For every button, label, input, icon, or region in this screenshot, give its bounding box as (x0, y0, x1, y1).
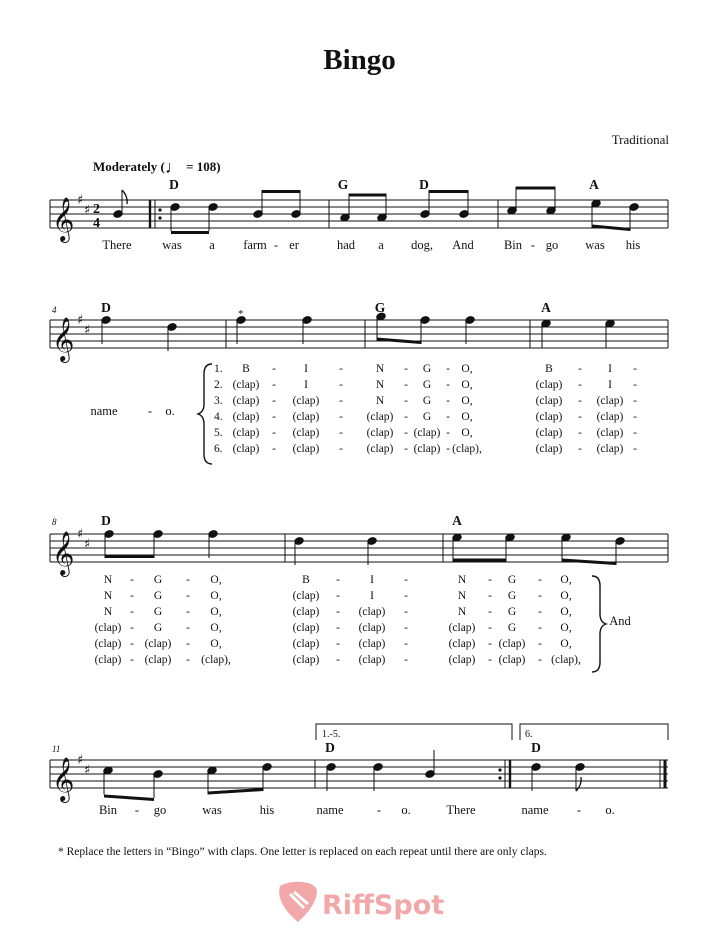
measure-number: 4 (52, 305, 57, 315)
lyric-syllable: - (336, 622, 340, 634)
lyric-syllable: - (339, 427, 343, 439)
tempo-text: Moderately (93, 159, 158, 174)
tempo-marking: Moderately (♩ = 108) (93, 157, 221, 177)
lyric-syllable: (clap) (292, 622, 320, 634)
lyric-syllable: - (272, 379, 276, 391)
sharp-icon: ♯ (84, 537, 91, 552)
sharp-icon: ♯ (77, 313, 84, 328)
lyric-syllable: - (272, 395, 276, 407)
lyric-syllable: O, (210, 590, 222, 602)
verse-number: 4. (214, 411, 223, 423)
lyric-syllable: - (376, 803, 382, 817)
lyric-syllable: - (633, 443, 637, 455)
lyric-syllable: a (209, 238, 215, 252)
lyric-syllable: G (422, 395, 432, 407)
lyric-syllable: - (446, 411, 450, 423)
sharp-icon: ♯ (77, 753, 84, 768)
lyric-syllable: - (488, 622, 492, 634)
lyric-syllable: - (404, 411, 408, 423)
lyric-syllable: go (153, 803, 167, 817)
lyric-syllable: There (446, 803, 476, 817)
lyric-syllable: N (103, 590, 113, 602)
lyric-syllable: O, (210, 606, 222, 618)
verse-number: 3. (214, 395, 223, 407)
lyric-syllable: N (103, 574, 113, 586)
lyric-syllable: - (130, 590, 134, 602)
beam (453, 559, 506, 562)
lyric-syllable: - (336, 606, 340, 618)
lyric-syllable: G (507, 590, 517, 602)
treble-clef-icon: 𝄞 (52, 531, 75, 575)
lyric-syllable: - (538, 654, 542, 666)
beam (377, 338, 421, 345)
lyric-syllable: - (404, 427, 408, 439)
lyric-syllable: name (521, 803, 549, 817)
lyric-syllable: G (153, 590, 163, 602)
lyric-syllable: (clap) (448, 638, 476, 650)
lyric-syllable: name (90, 404, 118, 418)
chord-symbol: D (101, 513, 111, 528)
lyric-syllable: (clap) (144, 638, 172, 650)
lyric-syllable: N (457, 606, 467, 618)
lyric-syllable: B (545, 363, 553, 375)
lyric-syllable: - (446, 363, 450, 375)
lyric-syllable: - (186, 622, 190, 634)
repeat-dot (498, 768, 501, 771)
note-flag (576, 777, 581, 791)
lyric-syllable: O, (210, 574, 222, 586)
lyric-syllable: - (339, 411, 343, 423)
lyric-syllable: N (375, 379, 385, 391)
lyric-syllable: O, (560, 606, 572, 618)
lyric-syllable: - (488, 654, 492, 666)
lyric-syllable: - (578, 395, 582, 407)
lyric-syllable: (clap) (366, 411, 394, 423)
lyric-syllable: - (404, 574, 408, 586)
lyric-syllable: - (404, 622, 408, 634)
lyric-syllable: O, (461, 379, 473, 391)
footnote-marker: * (238, 308, 244, 320)
lyric-syllable: (clap) (358, 606, 386, 618)
verse-number: 6. (214, 443, 223, 455)
second-ending-bracket (520, 724, 668, 740)
chord-symbol: G (337, 177, 349, 192)
verse-number: 1. (214, 363, 223, 375)
lyric-syllable: - (488, 590, 492, 602)
lyric-syllable: N (457, 574, 467, 586)
beam (562, 559, 616, 566)
lyric-syllable: go (545, 238, 559, 252)
lyric-syllable: - (186, 654, 190, 666)
chord-symbol: D (325, 740, 335, 755)
lyric-syllable: - (130, 654, 134, 666)
lyric-syllable: (clap) (535, 443, 563, 455)
chord-symbol: D (531, 740, 541, 755)
lyric-syllable: - (578, 427, 582, 439)
lyric-syllable: - (530, 238, 536, 252)
lyric-syllable: (clap) (358, 622, 386, 634)
lyric-syllable: (clap) (232, 379, 260, 391)
lyric-syllable: (clap), (201, 654, 231, 666)
lyric-syllable: B (242, 363, 250, 375)
lyric-syllable: - (404, 443, 408, 455)
lyric-syllable: (clap) (232, 427, 260, 439)
lyric-syllable: - (339, 379, 343, 391)
lyric-syllable: - (186, 606, 190, 618)
sharp-icon: ♯ (77, 193, 84, 208)
lyric-syllable: (clap) (232, 395, 260, 407)
footnote: * Replace the letters in “Bingo” with claps. One letter is replaced on each repeat until there are only claps. (58, 846, 547, 858)
repeat-dot (158, 208, 161, 211)
lyric-syllable: Bin (98, 803, 118, 817)
lyric-syllable: Bin (503, 238, 523, 252)
lyric-syllable: - (578, 443, 582, 455)
lyric-syllable: (clap) (366, 443, 394, 455)
lyric-syllable: - (272, 427, 276, 439)
beam (349, 194, 386, 197)
lyric-syllable: (clap) (448, 622, 476, 634)
lyric-syllable: - (538, 590, 542, 602)
lyric-syllable: (clap) (94, 654, 122, 666)
lyric-syllable: (clap) (413, 427, 441, 439)
sharp-icon: ♯ (84, 203, 91, 218)
lyric-syllable: had (336, 238, 356, 252)
lyric-syllable: I (370, 590, 374, 602)
time-signature: 2 (93, 202, 100, 217)
sharp-icon: ♯ (84, 323, 91, 338)
lyric-syllable: - (578, 379, 582, 391)
lyric-syllable: (clap) (596, 411, 624, 423)
lyric-syllable: his (625, 238, 641, 252)
lyric-syllable: - (134, 803, 140, 817)
lyric-syllable: - (404, 638, 408, 650)
lyric-syllable: And (609, 614, 631, 628)
lyric-syllable: (clap), (551, 654, 581, 666)
lyric-syllable: - (446, 379, 450, 391)
sharp-icon: ♯ (84, 763, 91, 778)
treble-clef-icon: 𝄞 (52, 317, 75, 361)
lyric-syllable: G (507, 622, 517, 634)
lyric-syllable: - (339, 443, 343, 455)
lyric-syllable: - (339, 395, 343, 407)
lyric-syllable: - (336, 638, 340, 650)
lyric-syllable: (clap) (535, 427, 563, 439)
lyric-syllable: (clap) (535, 379, 563, 391)
lyric-syllable: o. (401, 803, 411, 817)
lyric-syllable: - (538, 638, 542, 650)
lyric-syllable: - (404, 363, 408, 375)
lyric-syllable: - (130, 622, 134, 634)
lyric-syllable: - (404, 395, 408, 407)
lyric-syllable: was (585, 238, 605, 252)
lyric-syllable: er (289, 238, 299, 252)
lyric-syllable: B (302, 574, 310, 586)
lyric-syllable: - (336, 590, 340, 602)
lyric-syllable: O, (560, 638, 572, 650)
lyric-syllable: (clap) (292, 411, 320, 423)
lyric-syllable: - (404, 379, 408, 391)
guitar-pick-icon (279, 882, 317, 922)
lyric-syllable: - (130, 606, 134, 618)
lyric-syllable: - (273, 238, 279, 252)
lyric-syllable: (clap) (292, 443, 320, 455)
chord-symbol: A (541, 300, 551, 315)
riffspot-logo (270, 878, 460, 928)
lyric-syllable: - (404, 654, 408, 666)
measure-number: 8 (52, 517, 57, 527)
first-ending-label: 1.-5. (322, 729, 341, 740)
lyric-syllable: - (633, 411, 637, 423)
lyric-syllable: O, (461, 411, 473, 423)
lyric-syllable: (clap) (358, 654, 386, 666)
chord-symbol: A (452, 513, 462, 528)
lyric-syllable: O, (461, 395, 473, 407)
lyric-syllable: - (488, 574, 492, 586)
lyric-syllable: (clap) (292, 427, 320, 439)
lyric-syllable: G (422, 379, 432, 391)
lyric-syllable: - (186, 638, 190, 650)
lyric-syllable: G (153, 606, 163, 618)
lyric-syllable: (clap) (292, 638, 320, 650)
lyric-syllable: (clap) (535, 395, 563, 407)
lyric-syllable: (clap) (292, 654, 320, 666)
lyric-syllable: - (147, 404, 153, 418)
sharp-icon: ♯ (77, 527, 84, 542)
lyric-syllable: O, (560, 574, 572, 586)
lyric-syllable: (clap) (144, 654, 172, 666)
lyric-syllable: G (422, 411, 432, 423)
lyric-syllable: (clap) (535, 411, 563, 423)
lyric-syllable: (clap), (452, 443, 482, 455)
lyric-syllable: (clap) (596, 395, 624, 407)
first-ending-bracket (316, 724, 512, 740)
lyric-syllable: O, (461, 427, 473, 439)
lyric-syllable: - (186, 590, 190, 602)
lyric-syllable: his (259, 803, 275, 817)
lyric-syllable: I (304, 379, 308, 391)
lyric-syllable: G (507, 574, 517, 586)
logo-text: RiffSpot (322, 890, 445, 921)
lyric-syllable: N (457, 590, 467, 602)
beam (208, 788, 263, 795)
lyric-syllable: I (304, 363, 308, 375)
lyric-syllable: There (102, 238, 132, 252)
tempo-bpm: 108 (196, 159, 217, 174)
quarter-note-icon: ♩ (164, 157, 183, 177)
beam (104, 795, 154, 802)
lyric-syllable: - (578, 363, 582, 375)
verse-number: 2. (214, 379, 223, 391)
lyric-syllable: was (202, 803, 222, 817)
song-title: Bingo (323, 44, 396, 76)
lyric-syllable: - (272, 363, 276, 375)
lyric-syllable: - (538, 622, 542, 634)
lyric-syllable: G (153, 622, 163, 634)
lyric-syllable: And (452, 238, 474, 252)
lyric-syllable: - (538, 606, 542, 618)
measure-number: 11 (52, 744, 61, 754)
repeat-dot (158, 216, 161, 219)
lyric-syllable: - (633, 379, 637, 391)
lyric-syllable: G (507, 606, 517, 618)
lyric-syllable: - (578, 411, 582, 423)
lyric-syllable: was (162, 238, 182, 252)
lyric-syllable: - (186, 574, 190, 586)
lyric-syllable: O, (210, 622, 222, 634)
lyric-syllable: - (488, 638, 492, 650)
lyric-syllable: - (488, 606, 492, 618)
lyric-syllable: I (608, 363, 612, 375)
lyric-syllable: O, (560, 590, 572, 602)
lyric-syllable: (clap) (413, 443, 441, 455)
beam (105, 555, 154, 558)
beam (592, 225, 630, 232)
verse-number: 5. (214, 427, 223, 439)
lyric-syllable: - (404, 590, 408, 602)
lyric-syllable: - (633, 395, 637, 407)
lyric-syllable: (clap) (366, 427, 394, 439)
lyric-syllable: - (633, 427, 637, 439)
lyric-syllable: (clap) (292, 590, 320, 602)
lyric-syllable: G (153, 574, 163, 586)
lyric-syllable: (clap) (498, 654, 526, 666)
chord-symbol: G (374, 300, 386, 315)
lyric-syllable: - (446, 443, 450, 455)
lyric-syllable: O, (560, 622, 572, 634)
lyric-syllable: - (446, 395, 450, 407)
time-signature: 4 (93, 216, 100, 231)
lyric-syllable: - (130, 574, 134, 586)
second-ending-label: 6. (525, 729, 533, 740)
lyric-syllable: (clap) (94, 622, 122, 634)
lyric-syllable: dog, (411, 238, 433, 252)
lyric-syllable: (clap) (498, 638, 526, 650)
lyric-syllable: (clap) (596, 427, 624, 439)
lyric-syllable: - (576, 803, 582, 817)
lyric-syllable: (clap) (232, 443, 260, 455)
treble-clef-icon: 𝄞 (52, 757, 75, 801)
lyric-syllable: - (336, 574, 340, 586)
lyric-syllable: - (446, 427, 450, 439)
lyric-syllable: name (316, 803, 344, 817)
beam (171, 231, 209, 234)
lyric-syllable: - (538, 574, 542, 586)
lyric-syllable: G (422, 363, 432, 375)
repeat-dot (498, 776, 501, 779)
lyric-syllable: I (608, 379, 612, 391)
chord-symbol: D (419, 177, 429, 192)
chord-symbol: D (101, 300, 111, 315)
lyric-syllable: (clap) (596, 443, 624, 455)
lyric-syllable: (clap) (448, 654, 476, 666)
lyric-syllable: N (103, 606, 113, 618)
lyric-syllable: farm (243, 238, 267, 252)
chord-symbol: A (589, 177, 599, 192)
lyric-syllable: O, (210, 638, 222, 650)
lyric-syllable: N (375, 395, 385, 407)
lyric-syllable: (clap) (358, 638, 386, 650)
lyric-syllable: a (378, 238, 384, 252)
lyric-syllable: (clap) (292, 395, 320, 407)
lyric-syllable: - (336, 654, 340, 666)
chord-symbol: D (169, 177, 179, 192)
lyric-syllable: I (370, 574, 374, 586)
lyric-syllable: - (272, 443, 276, 455)
lyric-syllable: o. (165, 404, 175, 418)
lyric-syllable: - (633, 363, 637, 375)
lyric-syllable: (clap) (292, 606, 320, 618)
lyric-syllable: (clap) (94, 638, 122, 650)
lyric-syllable: N (375, 363, 385, 375)
lyric-syllable: - (130, 638, 134, 650)
lyric-syllable: - (404, 606, 408, 618)
lyric-syllable: o. (605, 803, 615, 817)
lyric-syllable: - (272, 411, 276, 423)
composer-credit: Traditional (611, 132, 669, 147)
treble-clef-icon: 𝄞 (52, 197, 75, 241)
lyric-syllable: O, (461, 363, 473, 375)
lyric-syllable: (clap) (232, 411, 260, 423)
lyric-syllable: - (339, 363, 343, 375)
